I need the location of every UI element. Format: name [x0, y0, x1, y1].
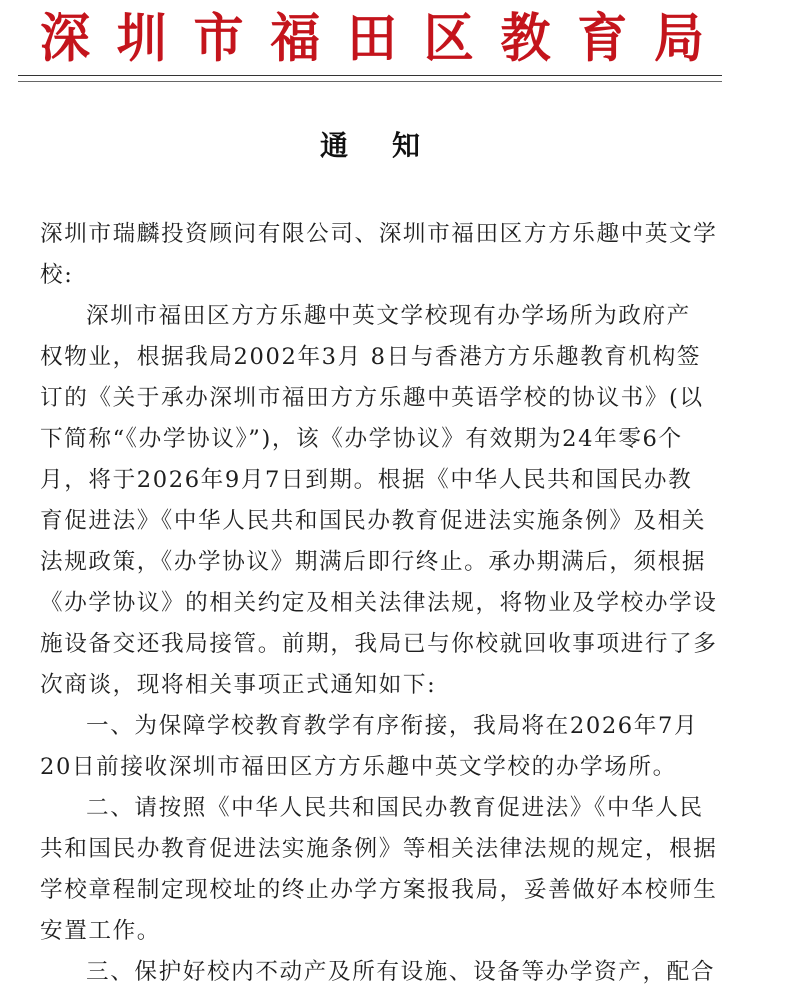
paragraph-item-2 [40, 788, 720, 952]
paragraph-line: 订的《关于承办深圳市福田方方乐趣中英语学校的协议书》(以 [40, 385, 704, 411]
paragraph-line: 深圳市福田区方方乐趣中英文学校现有办学场所为政府产 [86, 303, 691, 329]
letterhead-char: 育 [577, 6, 628, 69]
paragraph-item-3 [40, 952, 720, 993]
paragraph-line: 下简称“《办学协议》”)，该《办学协议》有效期为24年零6个 [40, 426, 683, 452]
paragraph-line: 次商谈，现将相关事项正式通知如下: [40, 672, 437, 698]
letterhead-char: 教 [500, 6, 551, 69]
letterhead-char: 区 [423, 6, 474, 69]
paragraph-line: 一、为保障学校教育教学有序衔接，我局将在2026年7月 [86, 713, 699, 739]
paragraph-line: 三、保护好校内不动产及所有设施、设备等办学资产，配合 [86, 959, 716, 985]
paragraph-line: 共和国民办教育促进法实施条例》等相关法律法规的规定，根据 [40, 836, 718, 862]
paragraph-line: 二、请按照《中华人民共和国民办教育促进法》《中华人民 [86, 795, 704, 821]
document-body [40, 214, 720, 993]
paragraph-line: 《办学协议》的相关约定及相关法律法规，将物业及学校办学设 [40, 590, 718, 616]
letterhead-char: 圳 [116, 6, 167, 69]
paragraph-intro [40, 296, 720, 706]
paragraph-line: 权物业，根据我局2002年3月 8日与香港方方乐趣教育机构签 [40, 344, 702, 370]
addressee-line: 校: [40, 262, 74, 288]
paragraph-line: 安置工作。 [40, 918, 161, 944]
letterhead-char: 局 [654, 6, 704, 69]
addressee [40, 214, 720, 296]
paragraph-line: 施设备交还我局接管。前期，我局已与你校就回收事项进行了多 [40, 631, 718, 657]
paragraph-line: 法规政策，《办学协议》期满后即行终止。承办期满后，须根据 [40, 549, 707, 575]
paragraph-line: 20日前接收深圳市福田区方方乐趣中英文学校的办学场所。 [40, 754, 677, 780]
title-char: 通 [319, 129, 348, 162]
letterhead-divider-top [18, 75, 722, 76]
paragraph-line: 学校章程制定现校址的终止办学方案报我局，妥善做好本校师生 [40, 877, 718, 903]
addressee-line: 深圳市瑞麟投资顾问有限公司、深圳市福田区方方乐趣中英文学 [40, 221, 718, 247]
letterhead-char: 市 [193, 6, 244, 69]
paragraph-line: 育促进法》《中华人民共和国民办教育促进法实施条例》及相关 [40, 508, 707, 534]
letterhead-divider-bottom [18, 81, 722, 82]
paragraph-line: 月，将于2026年9月7日到期。根据《中华人民共和国民办教 [40, 467, 693, 493]
document-title [0, 126, 740, 166]
letterhead-char: 深 [40, 6, 90, 69]
letterhead-char: 田 [347, 6, 397, 69]
letterhead [22, 6, 722, 70]
letterhead-char: 福 [270, 6, 321, 69]
title-char: 知 [392, 129, 421, 162]
paragraph-item-1 [40, 706, 720, 788]
